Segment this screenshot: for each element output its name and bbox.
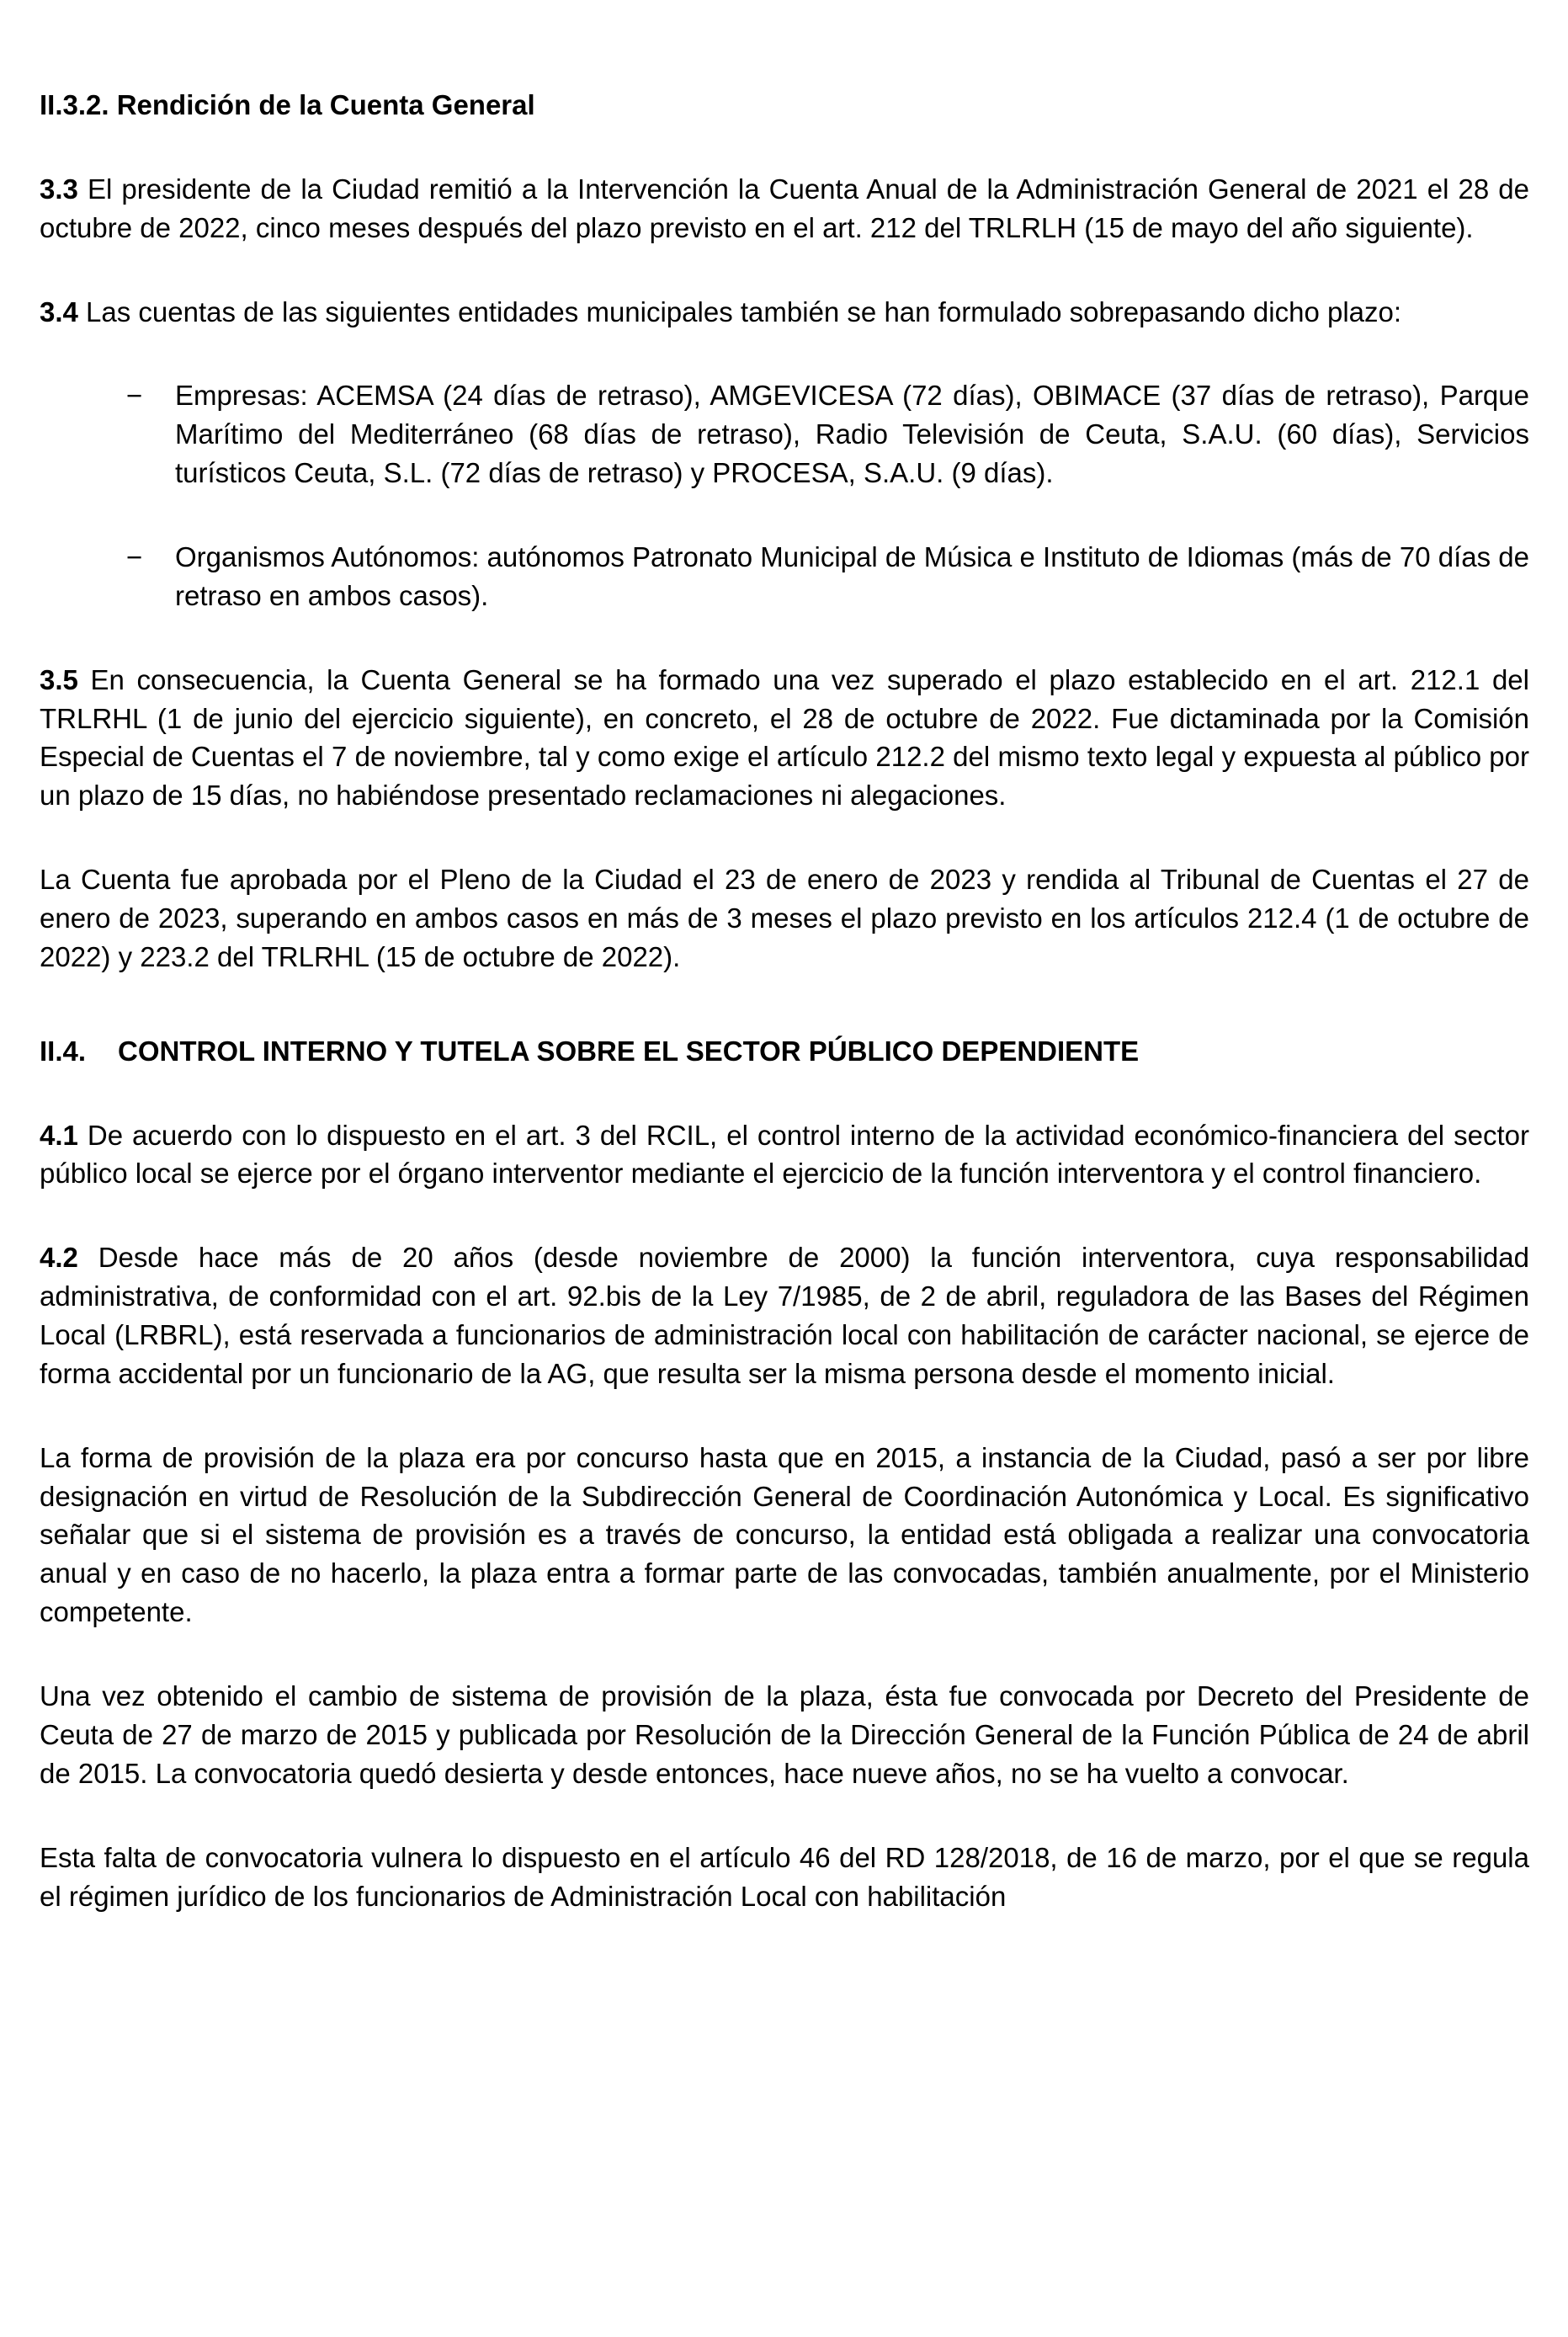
paragraph-falta-convocatoria [40,1839,1529,1916]
paragraph-text: Las cuentas de las siguientes entidades municipales también se han formulado sobrepasando dicho plazo: [86,295,1402,327]
paragraph-text: La forma de provisión de la plaza era por concurso hasta que en 2015, a instancia de la Ciudad, pasó a ser por libre designación en virtud de Resolución de la Subdirección General de Coordinación Autonómica y Local. Es significativo señalar que si el sistema de provisión es a través de concurso, la entidad está obligada a realizar una convocatoria anual y en caso de no hacerlo, la plaza entra a formar parte de las convocadas, también anualmente, por el Ministerio competente. [40,1441,1529,1628]
paragraph-text: El presidente de la Ciudad remitió a la Intervención la Cuenta Anual de la Administración General de 2021 el 28 de octubre de 2022, cinco meses después del plazo previsto en el art. 212 del TRLRLH (15 de mayo del año siguiente). [40,173,1529,243]
paragraph-text: Desde hace más de 20 años (desde noviembre de 2000) la función interventora, cuya responsabilidad administrativa, de conformidad con el art. 92.bis de la Ley 7/1985, de 2 de abril, reguladora de las Bases del Régimen Local (LRBRL), está reservada a funcionarios de administración local con habilitación de carácter nacional, se ejerce de forma accidental por un funcionario de la AG, que resulta ser la misma persona desde el momento inicial. [40,1242,1529,1389]
section-heading-ii-3-2 [40,86,1529,125]
paragraph-3-4 [40,293,1529,332]
heading-text: CONTROL INTERNO Y TUTELA SOBRE EL SECTOR PÚBLICO DEPENDIENTE [118,1035,1140,1067]
paragraph-text: Una vez obtenido el cambio de sistema de provisión de la plaza, ésta fue convocada por Decreto del Presidente de Ceuta de 27 de marzo de 2015 y publicada por Resolución de la Dirección General de la Función Pública de 24 de abril de 2015. La convocatoria quedó desierta y desde entonces, hace nueve años, no se ha vuelto a convocar. [40,1680,1529,1789]
dash-marker: − [126,541,143,573]
paragraph-number: 3.4 [40,295,78,327]
list-item-text: Organismos Autónomos: autónomos Patronato Municipal de Música e Instituto de Idiomas (más de 70 días de retraso en ambos casos). [175,541,1529,611]
paragraph-text: Esta falta de convocatoria vulnera lo dispuesto en el artículo 46 del RD 128/2018, de 16 de marzo, por el que se regula el régimen jurídico de los funcionarios de Administración Local con habilitación [40,1841,1529,1912]
paragraph-text: De acuerdo con lo dispuesto en el art. 3 del RCIL, el control interno de la actividad económico-financiera del sector público local se ejerce por el órgano interventor mediante el ejercicio de la función interventora y el control financiero. [40,1119,1529,1190]
paragraph-3-3 [40,170,1529,248]
list-item-organismos-autonomos [40,538,1529,615]
paragraph-4-1 [40,1116,1529,1194]
paragraph-3-5 [40,661,1529,815]
paragraph-number: 4.1 [40,1119,78,1151]
section-heading-text: II.3.2. Rendición de la Cuenta General [40,89,535,120]
paragraph-cuenta-aprobada [40,860,1529,977]
paragraph-text: En consecuencia, la Cuenta General se ha formado una vez superado el plazo establecido en el art. 212.1 del TRLRHL (1 de junio del ejercicio siguiente), en concreto, el 28 de octubre de 2022. Fue dictaminada por la Comisión Especial de Cuentas el 7 de noviembre, tal y como exige el artículo 212.2 del mismo texto legal y expuesta al público por un plazo de 15 días, no habiéndose presentado reclamaciones ni alegaciones. [40,663,1529,812]
bullet-list [40,376,1529,615]
list-item-empresas [40,376,1529,492]
paragraph-4-2 [40,1238,1529,1392]
section-heading-ii-4 [40,1032,1529,1071]
paragraph-number: 3.3 [40,173,78,205]
list-item-text: Empresas: ACEMSA (24 días de retraso), AMGEVICESA (72 días), OBIMACE (37 días de retraso), Parque Marítimo del Mediterráneo (68 días de retraso), Radio Televisión de Ceuta, S.A.U. (60 días), Servicios turísticos Ceuta, S.L. (72 días de retraso) y PROCESA, S.A.U. (9 días). [175,380,1529,489]
paragraph-text: La Cuenta fue aprobada por el Pleno de la Ciudad el 23 de enero de 2023 y rendida al Tribunal de Cuentas el 27 de enero de 2023, superando en ambos casos en más de 3 meses el plazo previsto en los artículos 212.4 (1 de octubre de 2022) y 223.2 del TRLRHL (15 de octubre de 2022). [40,864,1529,972]
paragraph-forma-provision [40,1439,1529,1632]
paragraph-number: 4.2 [40,1242,78,1274]
dash-marker: − [126,380,143,412]
paragraph-number: 3.5 [40,663,78,695]
heading-number: II.4. [40,1035,87,1067]
paragraph-cambio-sistema [40,1677,1529,1793]
